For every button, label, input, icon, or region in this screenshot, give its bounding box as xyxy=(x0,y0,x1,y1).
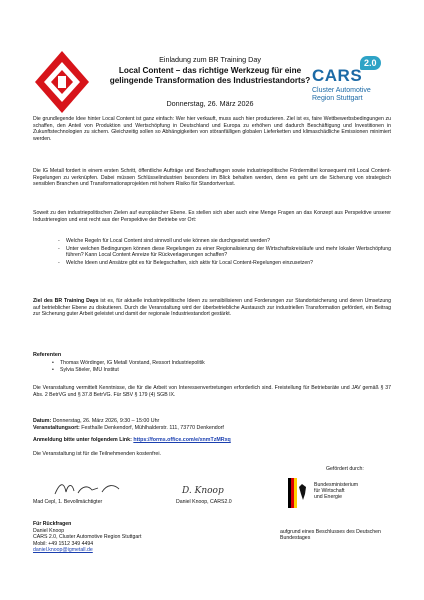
referents-list xyxy=(52,360,205,374)
goal-lead: Ziel des BR Training Days xyxy=(33,298,99,304)
contact-phone: Mobil: +49 1512 349 4494 xyxy=(33,540,94,547)
event-date: Donnerstag, 26. März 2026 xyxy=(166,99,254,108)
event-headline: Local Content – das richtige Werkzeug für eine gelingende Transformation des Industriestandorts? xyxy=(109,66,311,85)
date-line xyxy=(33,418,393,425)
federal-eagle-icon xyxy=(288,478,308,508)
signatory-1-name: Mad Cepl, 1. Bevollmächtigter xyxy=(33,499,103,505)
funded-by-label: Gefördert durch: xyxy=(326,466,364,472)
release-paragraph: Die Veranstaltung vermittelt Kenntnisse, die für die Arbeit von Interessenvertretungen erforderlich sind. Freistellung für Betriebsräte und JAV gemäß § 37 Abs. 2 BetrVG und § 37.8 BetrVG. Für SBV § 179 (4) SGB IX. xyxy=(33,385,391,398)
registration-line xyxy=(33,437,393,444)
date-value: Donnerstag, 26. März 2026, 9:30 – 15:00 Uhr xyxy=(51,418,160,424)
cars-wordmark: CARS xyxy=(312,66,363,85)
ig-metall-logo xyxy=(34,50,90,114)
referents-heading: Referenten xyxy=(33,352,62,358)
bundestag-note: aufgrund eines Beschlusses des Deutschen Bundestages xyxy=(280,529,381,542)
cars-logo xyxy=(312,56,408,110)
cars-version-badge: 2.0 xyxy=(360,56,381,70)
registration-label: Anmeldung bitte unter folgendem Link: xyxy=(33,437,134,443)
question-list xyxy=(58,238,391,267)
contact-heading: Für Rückfragen xyxy=(33,521,72,527)
cars-subtitle-2: Region Stuttgart xyxy=(312,95,363,102)
contact-email[interactable]: daniel.knoop@igmetall.de xyxy=(33,547,93,553)
venue-value: Festhalle Denkendorf, Mühlhalderstr. 111, 73770 Denkendorf xyxy=(79,425,224,431)
questions-intro-paragraph: Soweit zu den industriepolitischen Zielen auf europäischer Ebene. Es stellen sich aber auch eine Menge Fragen an das Konzept aus Perspektive unserer Industrieregion und erst recht aus der Perspektive der Betriebe vor Ort: xyxy=(33,210,391,223)
goal-paragraph xyxy=(33,298,391,318)
signature-2 xyxy=(178,479,234,499)
signature-2-script: D. Knoop xyxy=(182,486,224,496)
contact-name: Daniel Knoop xyxy=(33,527,65,534)
free-of-charge-note: Die Veranstaltung ist für die Teilnehmenden kostenfrei. xyxy=(33,451,161,457)
ministry-line-1: Bundesministerium xyxy=(314,482,359,488)
venue-label: Veranstaltungsort: xyxy=(33,425,80,431)
registration-link[interactable]: https://forms.office.com/e/xnmTzMRxq xyxy=(133,437,231,443)
cars-subtitle-1: Cluster Automotive xyxy=(312,87,371,94)
intro-paragraph: Die grundlegende Idee hinter Local Content ist ganz einfach: Wer hier verkauft, muss auch hier produzieren. Ziel ist es, faire Wettbewerbsbedingungen zu schaffen, den Anteil von Produktion und Wertschöpfung in Deutschland und Europa zu erhöhen und dadurch Beschäftigung und Investitionen in Zukunftstechnologien zu sichern. Gleichzeitig sollen so Abhängigkeiten von störanfälligen globalen Lieferketten und klimaschädliche Emissionen minimiert werden. xyxy=(33,116,391,142)
ministry-line-3: und Energie xyxy=(314,494,342,501)
contact-org: CARS 2.0, Cluster Automotive Region Stuttgart xyxy=(33,534,142,540)
signatory-2-name: Daniel Knoop, CARS2.0 xyxy=(176,499,232,505)
goal-text: ist es, für aktuelle industriepolitische Ideen zu sensibilisieren und Forderungen zur Standortsicherung und deren Umsetzung auf betrieblicher Ebene zu diskutieren. Durch die Veranstaltung wird der überbetriebliche Austausch zur industriellen Transformation gefördert, ein Beitrag zur Sicherung guter Arbeit geleistet und damit der regionale Industriestandort gestärkt. xyxy=(33,298,392,318)
event-type: Einladung zum BR Training Day xyxy=(159,55,261,64)
ministry-name xyxy=(314,482,358,501)
contact-block xyxy=(33,521,141,554)
question-item: - Unter welchen Bedingungen können diese Regelungen zu einer Regionalisierung der Wirtschaftskreisläufe und mehr lokaler Wertschöpfung führen? Kann Local Content Anreize für Rückverlagerungen schaffen? xyxy=(58,246,391,259)
question-item: - Welche Ideen und Ansätze gibt es für Belegschaften, sich aktiv für Local Content-Regelungen einzusetzen? xyxy=(58,260,391,267)
bmwi-logo xyxy=(276,476,396,520)
venue-line xyxy=(33,425,393,432)
ministry-line-2: für Wirtschaft xyxy=(314,488,345,495)
signature-1 xyxy=(52,480,122,498)
referent-item: • Thomas Wördinger, IG Metall Vorstand, Ressort Industriepolitik xyxy=(52,360,205,367)
date-label: Datum: xyxy=(33,418,52,424)
igm-demand-paragraph: Die IG Metall fordert in einem ersten Schritt, öffentliche Aufträge und Beschaffungen sowie industriepolitische Fördermittel konsequent mit Local Content-Regelungen zu verknüpfen. Dabei müssen Schlüsselindustrien besonders im Blick behalten werden, denn es geht um die Sicherung von strategisch sensiblen Branchen und Transformationsprojekten mit hohem Risiko für Standortverlust. xyxy=(33,168,391,188)
question-item: - Welche Regeln für Local Content sind sinnvoll und wie können sie durchgesetzt werden? xyxy=(58,238,391,245)
referent-item: • Sylvia Stieler, IMU Institut xyxy=(52,367,205,374)
